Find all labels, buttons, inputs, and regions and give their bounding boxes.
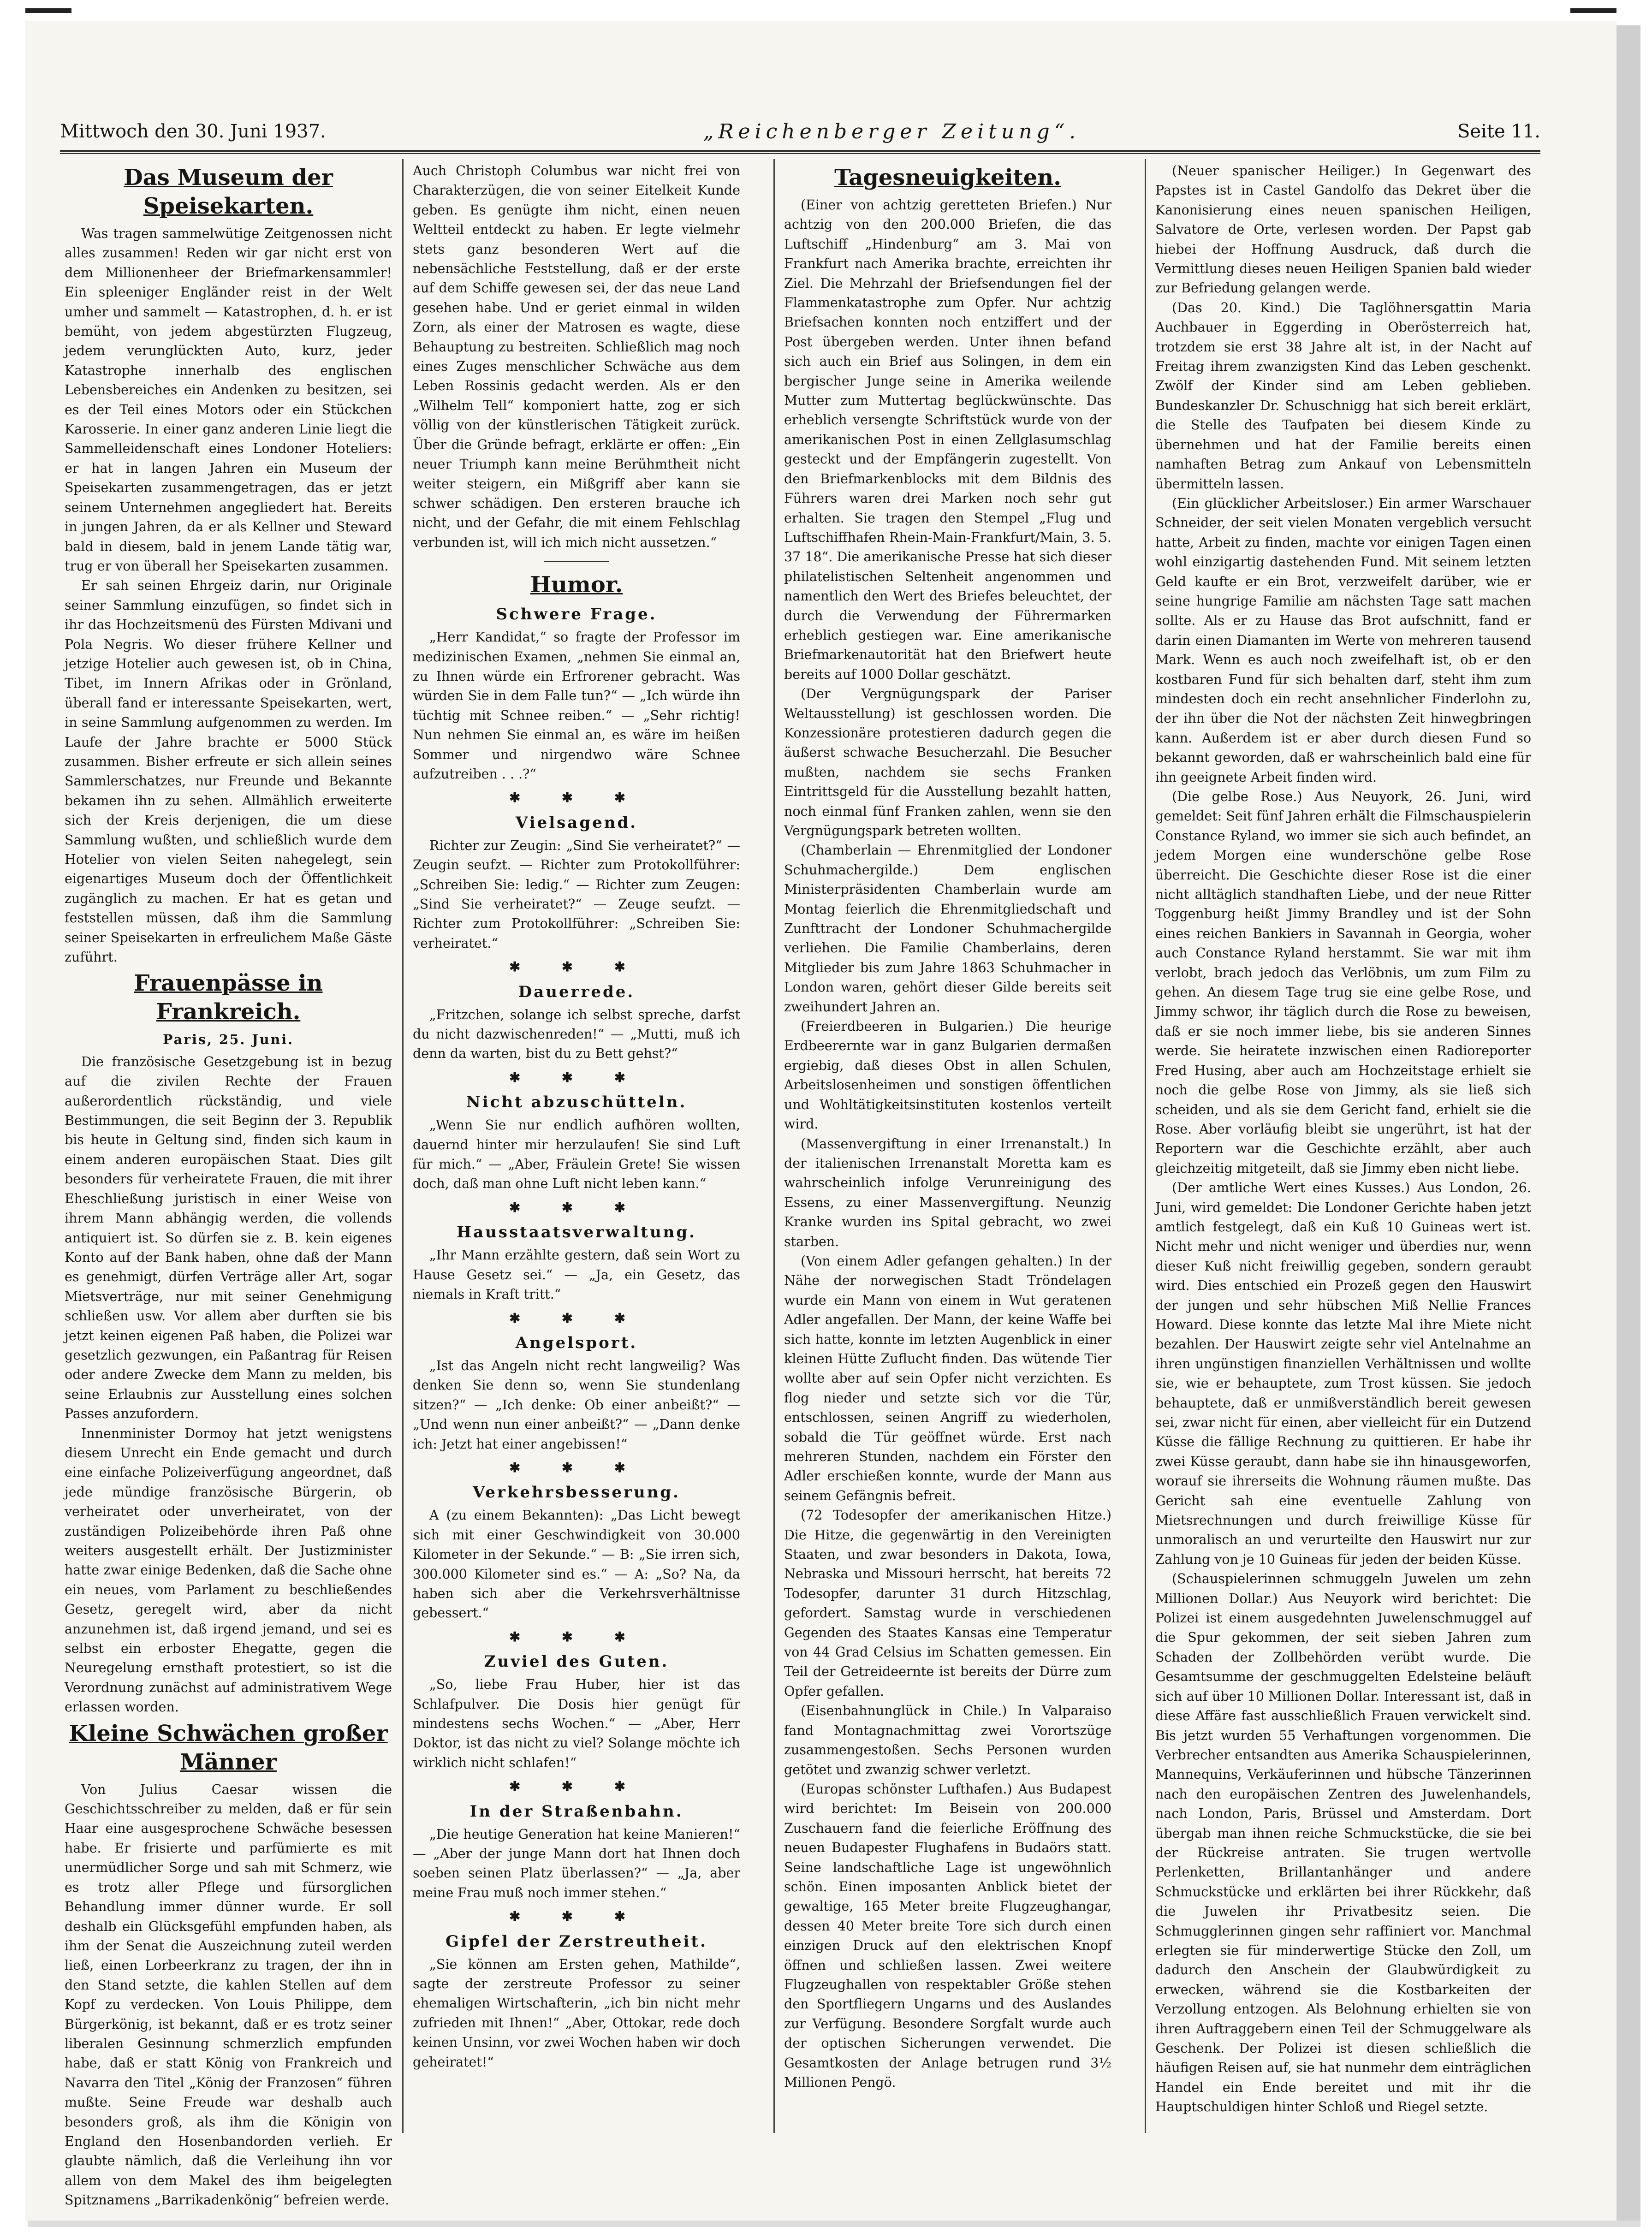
article-paragraph: (Ein glücklicher Arbeitsloser.) Ein armer Warschauer Schneider, der seit vielen Monaten vergeblich versucht hatte, Arbeit zu finden, machte vor einigen Tagen einen wohl einzigartig dastehenden Fund. Mit seinem letzten Geld kaufte er ein Brot, verzweifelt darüber, wie er seine hungrige Familie am nächsten Tage satt machen sollte. Als er zu Hause das Brot aufschnitt, fand er darin einen Diamanten im Werte von mehreren tausend Mark. Wenn es auch noch zweifelhaft ist, ob er den kostbaren Fund für sich behalten darf, steht ihm zum mindesten doch ein recht ansehnlicher Finderlohn zu, der ihn über die Not der nächsten Zeit hinwegbringen kann. Außerdem ist er aber durch diesen Fund so bekannt geworden, daß er wahrscheinlich bald eine für ihn geeignete Arbeit finden wird. (1155, 495, 1531, 785)
article-paragraph: Richter zur Zeugin: „Sind Sie verheiratet?“ — Zeugin seufzt. — Richter zum Protokollführer: „Schreiben Sie: ledig.“ — Richter zum Zeugen: „Sind Sie verheiratet?“ — Zeuge seufzt. — Richter zum Protokollführer: „Schreiben Sie: verheiratet.“ (413, 837, 740, 951)
article-headline: Kleine Schwächen großer Männer (69, 1720, 388, 1775)
column-4 (1155, 161, 1531, 2131)
article-paragraph: „Wenn Sie nur endlich aufhören wollten, dauernd hinter mir herzulaufen! Sie sind Luft für mich.“ — „Aber, Fräulein Grete! Sie wissen doch, daß man ohne Luft nicht leben kann.“ (413, 1117, 740, 1192)
article-headline: Frauenpässe in Frankreich. (134, 970, 323, 1025)
article-paragraph: (Der amtliche Wert eines Kusses.) Aus London, 26. Juni, wird gemeldet: Die Londoner Gerichte haben jetzt amtlich festgelegt, daß ein Kuß 10 Guineas wert ist. Nicht mehr und nicht weniger und überdies nur, wenn dieser Kuß nicht freiwillig gegeben, sondern geraubt wird. Dies entschied ein Prozeß gegen den Hauswirt der jungen und sehr hübschen Miß Nellie Frances Howard. Diese konnte das letzte Mal ihre Miete nicht bezahlen. Der Hauswirt zeigte sehr viel Antelnahme an ihren ungünstigen finanziellen Verhältnissen und wollte sie, wie er behauptete, zum Trost küssen. Sie jedoch behauptete, daß er unmißverständlich bereit gewesen sei, zwar nicht für einen, aber vielleicht für ein Dutzend Küsse die fällige Rechnung zu quittieren. Er habe ihr zwei Küsse geraubt, dann habe sie ihn hinausgeworfen, worauf sie ihrerseits die Wohnung räumen mußte. Das Gericht sah eine eventuelle Zahlung von Mietsrechnungen und durch freiwillige Küsse für unmoralisch an und verurteilte den Hauswirt nur zur Zahlung von je 10 Guineas für jeden der beiden Küsse. (1155, 1180, 1531, 1567)
article-paragraph: Von Julius Caesar wissen die Geschichtsschreiber zu melden, daß er für sein Haar eine ausgesprochene Schwäche besessen habe. Er frisierte und parfümierte es mit unermüdlicher Sorge und sah mit Schmerz, wie es trotz aller Pflege und fürsorglichen Behandlung immer dünner wurde. Er soll deshalb ein Glücksgefühl empfunden haben, als ihm der Senat die Auszeichnung zuteil werden ließ, einen Lorbeerkranz zu tragen, der ihn in den Stand setzte, die kahlen Stellen auf dem Kopf zu verdecken. Von Louis Philippe, dem Bürgerkönig, ist bekannt, daß er es trotz seiner liberalen Gesinnung schmerzlich empfunden habe, daß er statt König von Frankreich und Navarra den Titel „König der Franzosen“ führen mußte. Seine Freude war deshalb auch besonders groß, als ihm die Königin von England den Hosenbandorden verlieh. Er glaubte nämlich, daß die Verleihung ihn vor allem von dem Makel des ihm beigelegten Spitznamens „Barrikadenkönig“ befreien werde. (65, 1782, 392, 2208)
joke-title: Verkehrsbesserung. (472, 1483, 681, 1502)
column-divider (1145, 159, 1146, 2133)
joke-title: In der Straßenbahn. (469, 1802, 683, 1821)
article-paragraph: (Neuer spanischer Heiliger.) In Gegenwart des Papstes ist in Castel Gandolfo das Dekret über die Kanonisierung eines neuen spanischen Heiligen, Salvatore de Orte, verlesen worden. Der Papst gab hiebei der Hoffnung Ausdruck, daß durch die Vermittlung dieses neuen Heiligen Spanien bald wieder zur Befriedung gelangen werde. (1155, 163, 1531, 296)
article-paragraph: (Chamberlain — Ehrenmitglied der Londoner Schuhmachergilde.) Dem englischen Ministerpräsidenten Chamberlain wurde am Montag feierlich die Ehrenmitgliedschaft und Zunfttracht der Londoner Schuhmachergilde verliehen. Die Familie Chamberlains, deren Mitglieder bis zum Jahre 1863 Schuhmacher in London waren, gehört dieser Gilde bereits seit zweihundert Jahren an. (784, 843, 1111, 1015)
section-separator: ✱ ✱ ✱ (509, 1069, 644, 1085)
joke-title: Schwere Frage. (496, 605, 657, 624)
crop-mark-right (1570, 8, 1616, 13)
section-separator: ✱ ✱ ✱ (509, 1778, 644, 1794)
issue-date: Mittwoch den 30. Juni 1937. (60, 121, 326, 142)
article-paragraph: (72 Todesopfer der amerikanischen Hitze.) Die Hitze, die gegenwärtig in den Vereinigten Staaten, und zwar besonders in Dakota, Iowa, Nebraska und Missouri herrscht, hat bereits 72 Todesopfer, darunter 31 durch Hitzschlag, gefordert. Samstag wurde in verschiedenen Gegenden des Staates Kansas eine Temperatur von 44 Grad Celsius im Schatten gemessen. Ein Teil der Getreideernte ist bereits der Dürre zum Opfer gefallen. (784, 1508, 1111, 1699)
column-3 (784, 161, 1111, 2131)
article-paragraph: Er sah seinen Ehrgeiz darin, nur Originale seiner Sammlung einzufügen, so findet sich in ihr das Hochzeitsmenü des Fürsten Mdivani und Pola Negris. Wo dieser frühere Kellner und jetzige Hotelier auch gewesen ist, ob in China, Tibet, im Innern Afrikas oder in Grönland, überall fand er interessante Speisekarten, wert, in seine Sammlung aufgenommen zu werden. Im Laufe der Jahre brachte er 5000 Stück zusammen. Bisher erfreute er sich allein seines Sammlerschatzes, nur Freunde und Bekannte bekamen ihn zu sehen. Allmählich erweiterte sich der Kreis derjenigen, die um diese Sammlung wußten, und schließlich wurde dem Hotelier von vielen Seiten nahegelegt, sein eigenartiges Museum doch der Öffentlichkeit zugänglich zu machen. Er hat es getan und feststellen müssen, daß ihm die Sammlung seiner Speisekarten in erfreulichem Maße Gäste zuführt. (65, 578, 392, 965)
page-edge-bottom (28, 2221, 1640, 2227)
header-rule-thin (60, 153, 1540, 154)
page-header (60, 115, 1540, 148)
joke-title: Zuviel des Guten. (484, 1652, 669, 1671)
joke-title: Vielsagend. (515, 813, 638, 832)
crop-mark-left (25, 8, 71, 13)
section-separator: ✱ ✱ ✱ (509, 790, 644, 806)
dateline: Paris, 25. Juni. (162, 1032, 294, 1048)
article-paragraph: (Der Vergnügungspark der Pariser Weltausstellung) ist geschlossen worden. Die Konzessionäre protestieren dadurch gegen die äußerst schwache Besucherzahl. Die Besucher mußten, nachdem sie sechs Franken Eintrittsgeld für die Ausstellung bezahlt hatten, noch einmal fünf Franken zahlen, wenn sie den Vergnügungspark betreten wollten. (784, 686, 1111, 838)
article-paragraph: „So, liebe Frau Huber, hier ist das Schlafpulver. Die Dosis hier genügt für mindestens sechs Wochen.“ — „Aber, Herr Doktor, ist das nicht zu viel? Solange möchte ich wirklich nicht schlafen!“ (413, 1677, 740, 1770)
article-paragraph: „Sie können am Ersten gehen, Mathilde“, sagte der zerstreute Professor zu seiner ehemaligen Wirtschafterin, „ich bin nicht mehr zufrieden mit Ihnen!“ „Aber, Ottokar, rede doch keinen Unsinn, vor zwei Wochen haben wir doch geheiratet!“ (413, 1956, 740, 2070)
joke-title: Gipfel der Zerstreutheit. (446, 1932, 707, 1951)
article-paragraph: (Das 20. Kind.) Die Taglöhnersgattin Maria Auchbauer in Eggerding in Oberösterreich hat, trotzdem sie erst 38 Jahre alt ist, in der Nacht auf Freitag ihrem zwanzigsten Kind das Leben geschenkt. Zwölf der Kinder sind am Leben geblieben. Bundeskanzler Dr. Schuschnigg hat sich bereit erklärt, die Stelle des Taufpaten bei diesem Kinde zu übernehmen und hat der Familie bereits einen namhaften Betrag zum Ankauf von Lebensmitteln übermitteln lassen. (1155, 300, 1531, 492)
article-paragraph: „Ihr Mann erzählte gestern, daß sein Wort zu Hause Gesetz sei.“ — „Ja, ein Gesetz, das niemals in Kraft tritt.“ (413, 1247, 740, 1302)
article-paragraph: (Einer von achtzig geretteten Briefen.) Nur achtzig von den 200.000 Briefen, die das Luftschiff „Hindenburg“ am 3. Mai von Frankfurt nach Amerika brachte, erreichten ihr Ziel. Die Mehrzahl der Briefsendungen fiel der Flammenkatastrophe zum Opfer. Nur achtzig Briefsachen konnten noch entziffert und der Post übergeben werden. Unter ihnen befand sich auch ein Brief aus Solingen, in dem ein bergischer Junge seine in Amerika weilende Mutter zum Muttertag beglückwünschte. Das erheblich versengte Schriftstück wurde von der amerikanischen Post in einen Zellglasumschlag gesteckt und der Empfängerin zugestellt. Von den Briefmarkenblocks mit dem Bildnis des Führers waren drei Marken noch sehr gut erhalten. Sie tragen den Stempel „Flug und Luftschiffhafen Rhein-Main-Frankfurt/Main, 3. 5. 37 18“. Die amerikanische Presse hat sich dieser philatelistischen Seltenheit angenommen und namentlich den Wert des Briefes beleuchtet, der durch die Verwendung der Führermarken erheblich gestiegen war. Eine amerikanische Briefmarkenautorität hat den Briefwert heute bereits auf 1000 Dollar geschätzt. (784, 197, 1111, 682)
article-paragraph: „Fritzchen, solange ich selbst spreche, darfst du nicht dazwischenreden!“ — „Mutti, muß ich denn da warten, bist du zu Bett gehst?“ (413, 1007, 740, 1062)
article-headline: Humor. (530, 572, 623, 598)
joke-title: Nicht abzuschütteln. (466, 1093, 687, 1112)
article-paragraph: Die französische Gesetzgebung ist in bezug auf die zivilen Rechte der Frauen außerordentlich rückständig, und viele Bestimmungen, die seit Beginn der 3. Republik bis heute in Geltung sind, finden sich kaum in einem anderen europäischen Staat. Dies gilt besonders für verheiratete Frauen, die mit ihrer Eheschließung juristisch in einer Weise von ihrem Mann abhängig werden, die vollends antiquiert ist. So dürfen sie z. B. kein eigenes Konto auf der Bank haben, ohne daß der Mann es genehmigt, dürfen Verträge aller Art, sogar Mietsverträge, nur mit seiner Genehmigung schließen usw. Vor allem aber durften sie bis jetzt keinen eigenen Paß haben, die Polizei war gesetzlich gezwungen, ein Paßantrag für Reisen oder andere Zwecke dem Mann zu melden, bis seine Erlaubnis zur Ausstellung eines solchen Passes anzufordern. (65, 1054, 392, 1422)
article-paragraph: (Die gelbe Rose.) Aus Neuyork, 26. Juni, wird gemeldet: Seit fünf Jahren erhält die Filmschauspielerin Constance Ryland, wo immer sie sich auch befindet, an jedem Morgen eine wunderschöne gelbe Rose überreicht. Die Geschichte dieser Rose ist die einer nicht alltäglich standhaften Liebe, und der neue Ritter Toggenburg heißt Jimmy Brandley und ist der Sohn eines reichen Bankiers in Savannah in Georgia, woher auch Constance Ryland herstammt. Sie war mit ihm verlobt, brach jedoch das Verlöbnis, um zum Film zu gehen. An diesem Tage trug sie eine gelbe Rose, und Jimmy schwor, ihr täglich durch die Rose zu beweisen, daß er sie noch immer liebe, bis sie anderen Sinnes werde. Sie heiratete inzwischen einen Radioreporter Fred Husing, aber auch am Hochzeitstage erhielt sie noch die gelbe Rose von Jimmy, als sie ließ sich scheiden, und als sie dem Gericht fand, erhielt sie die Rose. Aber vorläufig bleibt sie ungerührt, ist hat der Reportern war die Geschichte erzählt, aber auch gleichzeitig mitgeteilt, daß sie Jimmy eben nicht liebe. (1155, 789, 1531, 1176)
article-paragraph: „Die heutige Generation hat keine Manieren!“ — „Aber der junge Mann dort hat Ihnen doch soeben seinen Platz überlassen?“ — „Ja, aber meine Frau muß noch immer stehen.“ (413, 1826, 740, 1900)
joke-title: Dauerrede. (518, 982, 635, 1001)
column-1 (65, 161, 392, 2208)
section-separator: ✱ ✱ ✱ (509, 1908, 644, 1924)
article-paragraph: „Ist das Angeln nicht recht langweilig? Was denken Sie denn so, wenn Sie stundenlang sitzen?“ — „Ich denke: Ob einer anbeißt?“ — „Und wenn nun einer anbeißt?“ — „Dann denke ich: Jetzt hat einer angebissen!“ (413, 1358, 740, 1452)
article-headline: Das Museum der Speisekarten. (124, 165, 333, 219)
page-number: Seite 11. (1457, 121, 1540, 142)
column-2 (413, 161, 740, 2131)
joke-title: Angelsport. (515, 1333, 638, 1352)
article-paragraph: (Schauspielerinnen schmuggeln Juwelen um zehn Millionen Dollar.) Aus Neuyork wird berichtet: Die Polizei ist einem ausgedehnten Juwelenschmuggel auf die Spur gekommen, der seit sieben Jahren zum Schaden der Zollbehörden verübt wurde. Die Gesamtsumme der geschmuggelten Edelsteine beläuft sich auf über 10 Millionen Dollar. Interessant ist, daß in diese Affäre fast ausschließlich Frauen verwickelt sind. Bis jetzt wurden 55 Verhaftungen vorgenommen. Die Verbrecher entsandten aus Amerika Schauspielerinnen, Mannequins, Verkäuferinnen und hübsche Tänzerinnen nach den europäischen Zentren des Juwelenhandels, nach London, Paris, Brüssel und Amsterdam. Dort übergab man ihnen reiche Schmuckstücke, die sie bei der Rückreise antraten. Sie trugen wertvolle Perlenketten, Brillantanhänger und andere Schmuckstücke und erklärten bei ihrer Rückkehr, daß die Juwelen ihr Privatbesitz seien. Die Schmugglerinnen gingen sehr raffiniert vor. Manchmal erlegten sie für minderwertige Stücke den Zoll, um dadurch den Anschein der Glaubwürdigkeit zu erwecken, während sie die Kostbarkeiten der Verzollung entzogen. Als Belohnung erhielten sie von ihren Auftraggebern einen Teil der Schmuggelware als Geschenk. Der Polizei ist diesen schließlich die häufigen Reisen auf, sie hat nunmehr dem einträglichen Handel ein Ende bereitet und mit ihr die Hauptschuldigen hinter Schloß und Riegel setzte. (1155, 1571, 1531, 2115)
article-headline: Tagesneuigkeiten. (834, 165, 1061, 190)
article-paragraph: (Europas schönster Lufthafen.) Aus Budapest wird berichtet: Im Beisein von 200.000 Zuschauern fand die feierliche Eröffnung des neuen Budapester Flughafens in Budaörs statt. Seine landschaftliche Lage ist ungewöhnlich schön. Einen imposanten Anblick bietet der gewaltige, 165 Meter breite Flugzeughangar, dessen 40 Meter breite Tore sich durch einen einzigen Druck auf den elektrischen Knopf öffnen und schließen lassen. Zwei weitere Flugzeughallen von respektabler Größe stehen den Sportfliegern Ungarns und des Auslandes zur Verfügung. Besondere Sorgfalt wurde auch der optischen Sicherungen verwendet. Die Gesamtkosten der Anlage betrugen rund 3½ Millionen Pengö. (784, 1781, 1111, 2090)
newspaper-title: „Reichenberger Zeitung“. (703, 119, 1081, 143)
article-paragraph: (Eisenbahnunglück in Chile.) In Valparaiso fand Montagnachmittag zwei Vorortszüge zusammengestoßen. Sechs Personen wurden getötet und zwanzig schwer verletzt. (784, 1703, 1111, 1777)
section-separator: ✱ ✱ ✱ (509, 959, 644, 975)
article-paragraph: „Herr Kandidat,“ so fragte der Professor im medizinischen Examen, „nehmen Sie einmal an, zu Ihnen würde ein Erfrorener gebracht. Was würden Sie in dem Falle tun?“ — „Ich würde ihn tüchtig mit Schnee reiben.“ — „Sehr richtig! Nun nehmen Sie einmal an, es wäre im heißen Sommer und nirgendwo wäre Schnee aufzutreiben . . .?“ (413, 630, 740, 782)
article-paragraph: (Freierdbeeren in Bulgarien.) Die heurige Erdbeerernte war in ganz Bulgarien dermaßen ergiebig, daß dieses Obst in allen Schulen, Arbeitslosenheimen und sonstigen öffentlichen und Wohltätigkeitsinstituten kostenlos verteilt wird. (784, 1019, 1111, 1132)
article-paragraph: Was tragen sammelwütige Zeitgenossen nicht alles zusammen! Reden wir gar nicht erst von dem Millionenheer der Briefmarkensammler! Ein spleeniger Engländer reist in der Welt umher und sammelt — Katastrophen, d. h. er ist bemüht, von jedem abgestürzten Flugzeug, jedem verunglückten Auto, kurz, jeder Katastrophe innerhalb des englischen Lebensbereiches ein Andenken zu besitzen, sei es der Teil eines Motors oder ein Stückchen Karosserie. In einer ganz anderen Linie liegt die Sammelleidenschaft eines Londoner Hoteliers: er hat in langen Jahren ein Museum der Speisekarten zusammengetragen, das er jetzt seinem Unternehmen angegliedert hat. Bereits in jungen Jahren, da er als Kellner und Steward bald in diesem, bald in jenem Lande tätig war, trug er von überall her Speisekarten zusammen. (65, 226, 392, 574)
section-separator: ✱ ✱ ✱ (509, 1199, 644, 1215)
article-paragraph: (Massenvergiftung in einer Irrenanstalt.) In der italienischen Irrenanstalt Moretta kam es wahrscheinlich infolge Verunreinigung des Essens, zu einer Massenvergiftung. Neunzig Kranke wurden ins Spital gebracht, wo zwei starben. (784, 1136, 1111, 1249)
section-separator: ✱ ✱ ✱ (509, 1628, 644, 1645)
divider (544, 561, 609, 562)
article-paragraph: Innenminister Dormoy hat jetzt wenigstens diesem Unrecht ein Ende gemacht und durch eine einfache Polizeiverfügung angeordnet, daß jede mündige französische Bürgerin, ob verheiratet oder unverheiratet, von der zuständigen Polizeibehörde ihren Paß ohne weiters ausgestellt erhält. Der Justizminister hatte zwar einige Bedenken, daß die Sache ohne ein neues, vom Parlament zu beschließendes Gesetz, geregelt wird, aber da nicht anzunehmen ist, daß irgend jemand, und sei es selbst ein erboster Ehegatte, gegen die Neuregelung ernsthaft protestiert, so ist die Verordnung zunächst auf administrativem Wege erlassen worden. (65, 1425, 392, 1715)
column-divider (402, 159, 404, 2133)
page-edge-shadow (1616, 25, 1640, 2221)
column-divider (773, 159, 775, 2133)
article-paragraph: A (zu einem Bekannten): „Das Licht bewegt sich mit einer Geschwindigkeit von 30.000 Kilometer in der Sekunde.“ — B: „Sie irren sich, 300.000 Kilometer sind es.“ — A: „So? Na, da haben sich aber die Verkehrsverhältnisse gebessert.“ (413, 1508, 740, 1621)
joke-title: Hausstaatsverwaltung. (456, 1223, 697, 1242)
header-rule (60, 150, 1540, 152)
section-separator: ✱ ✱ ✱ (509, 1459, 644, 1475)
article-paragraph: (Von einem Adler gefangen gehalten.) In der Nähe der norwegischen Stadt Tröndelagen wurde ein Mann von einem in Wut geratenen Adler angefallen. Der Mann, der keine Waffe bei sich hatte, konnte im letzten Augenblick in einer kleinen Hütte Zuflucht finden. Das wütende Tier wollte aber auf sein Opfer nicht verzichten. Es flog nieder und setzte sich vor die Tür, entschlossen, seinen Angriff zu wiederholen, sobald die Tür geöffnet würde. Erst nach mehreren Stunden, nachdem ein Förster den Adler erschießen konnte, wurde der Mann aus seinem Gefängnis befreit. (784, 1253, 1111, 1503)
section-separator: ✱ ✱ ✱ (509, 1310, 644, 1326)
article-paragraph: Auch Christoph Columbus war nicht frei von Charakterzügen, die von seiner Eitelkeit Kunde geben. Es genügte ihm nicht, einen neuen Weltteil entdeckt zu haben. Er legte vielmehr stets ganz besonderen Wert auf die nebensächliche Feststellung, daß er der erste auf dem Schiffe gewesen sei, der das neue Land gesehen habe. Und er geriet einmal in wilden Zorn, als einer der Matrosen es wagte, diese Behauptung zu bestreiten. Schließlich mag noch eines Zuges menschlicher Schwäche aus dem Leben Rossinis gedacht werden. Als er den „Wilhelm Tell“ komponiert hatte, zog er sich völlig von der künstlerischen Tätigkeit zurück. Über die Gründe befragt, erklärte er offen: „Ein neuer Triumph kann meine Berühmtheit nicht weiter steigern, ein Mißgriff aber kann sie schwer schädigen. Den ersteren brauche ich nicht, und der Gefahr, die mit einem Fehlschlag verbunden ist, will ich mich nicht aussetzen.“ (413, 163, 740, 550)
